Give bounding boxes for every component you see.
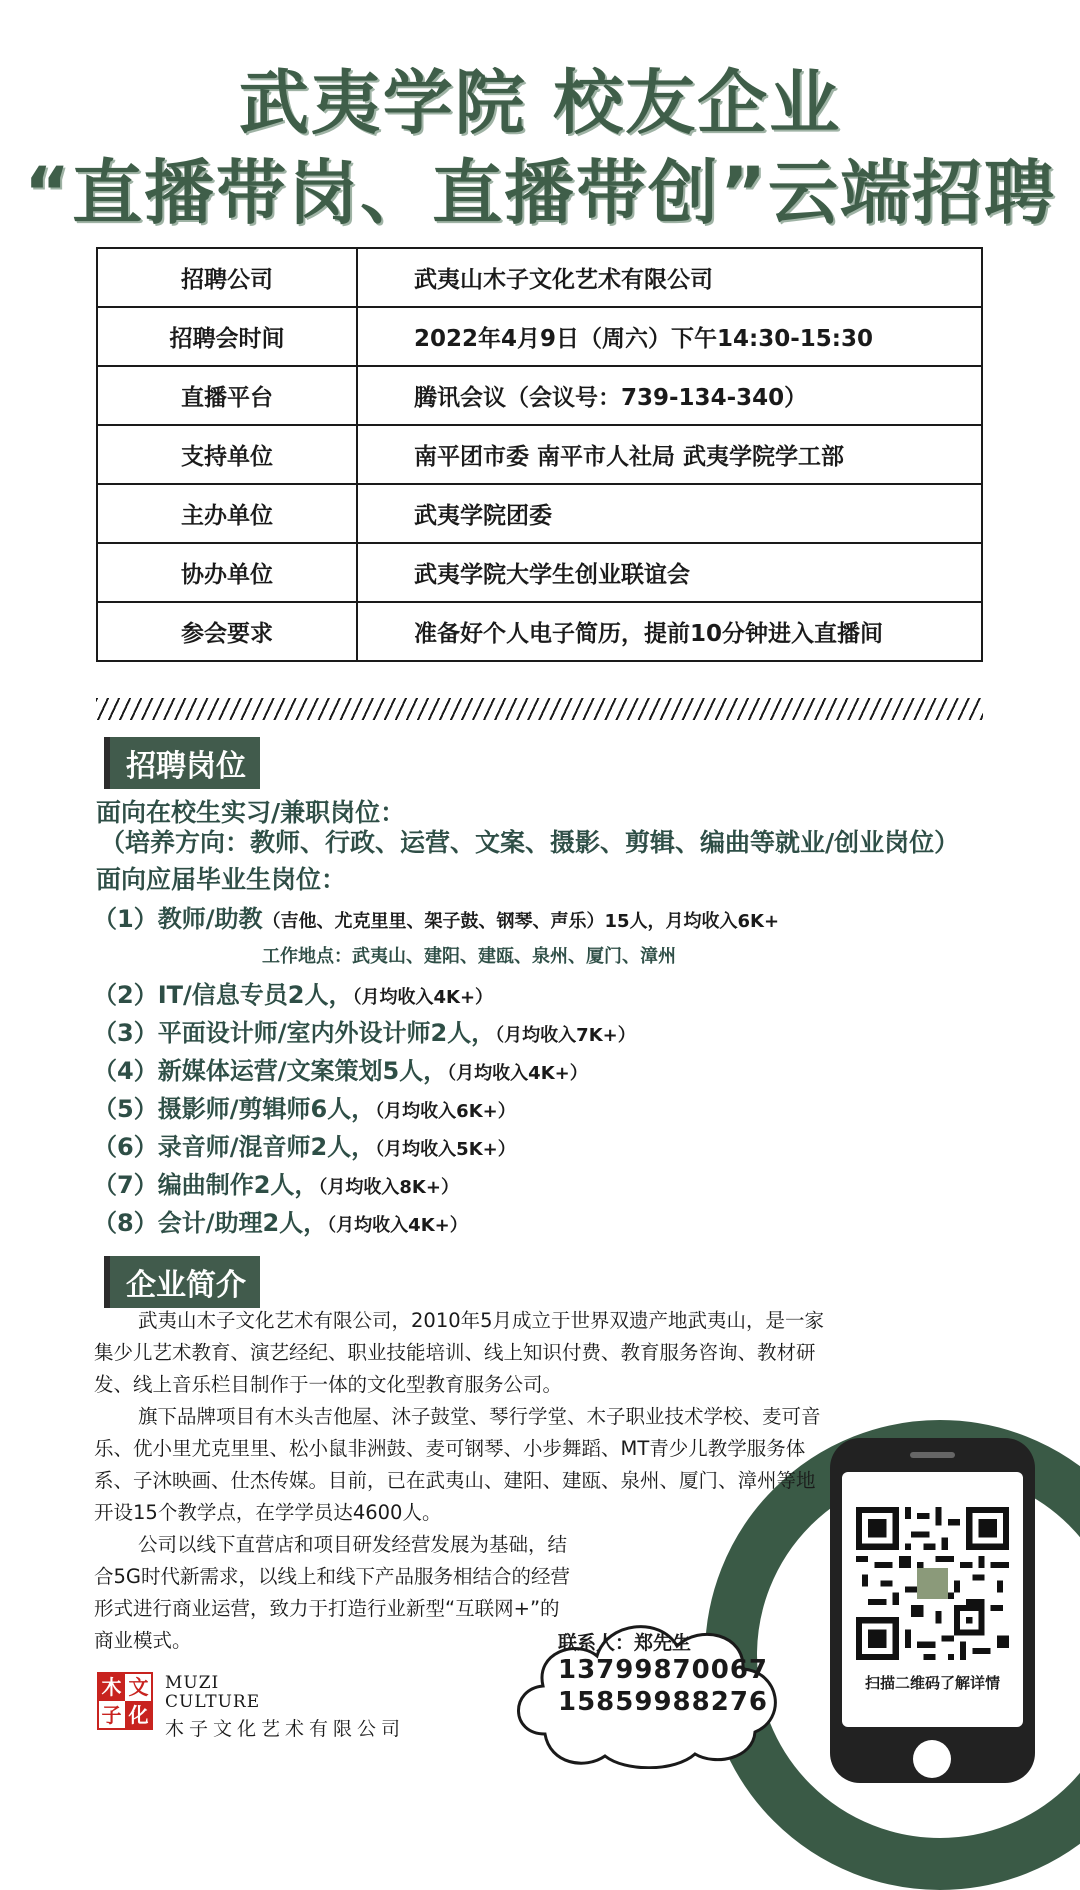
- svg-text:化: 化: [128, 1703, 149, 1727]
- row-label: 协办单位: [97, 543, 357, 602]
- muzi-logo-icon: [97, 1672, 153, 1730]
- position-detail: （月均收入7K+）: [495, 1025, 636, 1046]
- position-item: [93, 1165, 459, 1200]
- position-detail: （月均收入4K+）: [447, 1063, 588, 1084]
- intro-paragraph-2: 旗下品牌项目有木头吉他屋、沐子鼓堂、琴行学堂、木子职业技术学校、麦可音乐、优小里尤克里里、松小鼠非洲鼓、麦可钢琴、小步舞蹈、MT青少儿教学服务体系、子沐映画、仕杰传媒。目前，已在武夷山、建阳、建瓯、泉州、厦门、漳州等地开设15个教学点，在学学员达4600人。: [94, 1405, 821, 1524]
- svg-text:木: 木: [101, 1675, 122, 1699]
- logo-english-line2: CULTURE: [165, 1692, 261, 1712]
- phone-illustration: [830, 1438, 1035, 1783]
- position-detail: （月均收入5K+）: [375, 1139, 516, 1160]
- position-title: （1）教师/助教: [93, 905, 263, 933]
- position-detail: （月均收入4K+）: [327, 1215, 468, 1236]
- position-item: [93, 1203, 468, 1238]
- contact-person: 联系人：郑先生: [558, 1632, 692, 1654]
- position-detail: （月均收入6K+）: [375, 1101, 516, 1122]
- row-label: 主办单位: [97, 484, 357, 543]
- recruitment-info-table: [96, 247, 983, 662]
- position-item: [93, 1089, 516, 1124]
- row-value: 武夷学院大学生创业联谊会: [357, 543, 982, 602]
- table-row: [97, 425, 982, 484]
- phone-home-button: [913, 1740, 951, 1778]
- work-location: 工作地点：武夷山、建阳、建瓯、泉州、厦门、漳州: [262, 946, 676, 967]
- logo-english-line1: MUZI: [165, 1673, 220, 1693]
- table-row: [97, 543, 982, 602]
- intro-paragraph-3: 公司以线下直营店和项目研发经营发展为基础，结合5G时代新需求，以线上和线下产品服务相结合的经营形式进行商业运营，致力于打造行业新型“互联网+”的商业模式。: [94, 1533, 571, 1652]
- row-value: 准备好个人电子简历，提前10分钟进入直播间: [357, 602, 982, 661]
- qr-code-icon[interactable]: [856, 1507, 1009, 1660]
- position-title: （2）IT/信息专员2人，: [93, 981, 353, 1009]
- row-value: 2022年4月9日（周六）下午14:30-15:30: [357, 307, 982, 366]
- row-label: 参会要求: [97, 602, 357, 661]
- table-row: [97, 366, 982, 425]
- position-detail: （月均收入4K+）: [352, 987, 494, 1008]
- row-label: 支持单位: [97, 425, 357, 484]
- hatched-divider: [96, 698, 983, 720]
- table-row: [97, 307, 982, 366]
- qr-caption: 扫描二维码了解详情: [864, 1674, 1000, 1692]
- position-detail: （吉他、尤克里里、架子鼓、钢琴、声乐）15人，月均收入6K+: [262, 911, 780, 932]
- svg-text:文: 文: [128, 1675, 149, 1699]
- logo-company-name: 木子文化艺术有限公司: [165, 1718, 406, 1740]
- intro-paragraph-1: 武夷山木子文化艺术有限公司，2010年5月成立于世界双遗产地武夷山，是一家集少儿艺术教育、演艺经纪、职业技能培训、线上知识付费、教育服务咨询、教材研发、线上音乐栏目制作于一体的文化型教育服务公司。: [94, 1309, 825, 1396]
- position-item: [93, 1051, 588, 1086]
- phone-speaker: [910, 1452, 955, 1458]
- table-row: [97, 248, 982, 307]
- row-label: 招聘公司: [97, 248, 357, 307]
- phone-number: 15859988276: [558, 1687, 768, 1717]
- table-row: [97, 602, 982, 661]
- row-label: 招聘会时间: [97, 307, 357, 366]
- phone-screen: [842, 1472, 1023, 1727]
- row-value: 武夷山木子文化艺术有限公司: [357, 248, 982, 307]
- position-title: （7）编曲制作2人，: [93, 1171, 319, 1199]
- position-item: [93, 1013, 636, 1048]
- jobs-section-title: 招聘岗位: [104, 737, 260, 789]
- position-item: [93, 899, 779, 934]
- table-row: [97, 484, 982, 543]
- graduate-heading: 面向应届毕业生岗位：: [96, 865, 347, 894]
- intern-heading: 面向在校生实习/兼职岗位：: [96, 798, 406, 827]
- poster-title-line2: “直播带岗、直播带创”云端招聘: [23, 152, 1056, 234]
- position-title: （3）平面设计师/室内外设计师2人，: [93, 1019, 496, 1047]
- position-title: （8）会计/助理2人，: [93, 1209, 328, 1237]
- position-title: （5）摄影师/剪辑师6人，: [93, 1095, 376, 1123]
- poster-title-line1: 武夷学院 校友企业: [238, 62, 842, 144]
- intro-section-title: 企业简介: [104, 1256, 260, 1308]
- row-value: 腾讯会议（会议号：739-134-340）: [357, 366, 982, 425]
- row-value: 武夷学院团委: [357, 484, 982, 543]
- position-detail: （月均收入8K+）: [318, 1177, 459, 1198]
- position-title: （6）录音师/混音师2人，: [93, 1133, 376, 1161]
- position-title: （4）新媒体运营/文案策划5人，: [93, 1057, 448, 1085]
- phone-number: 13799870067: [558, 1655, 768, 1685]
- position-item: [93, 975, 493, 1010]
- intern-direction: （培养方向：教师、行政、运营、文案、摄影、剪辑、编曲等就业/创业岗位）: [100, 828, 960, 857]
- row-value: 南平团市委 南平市人社局 武夷学院学工部: [357, 425, 982, 484]
- svg-text:子: 子: [101, 1703, 122, 1727]
- row-label: 直播平台: [97, 366, 357, 425]
- position-item: [93, 1127, 516, 1162]
